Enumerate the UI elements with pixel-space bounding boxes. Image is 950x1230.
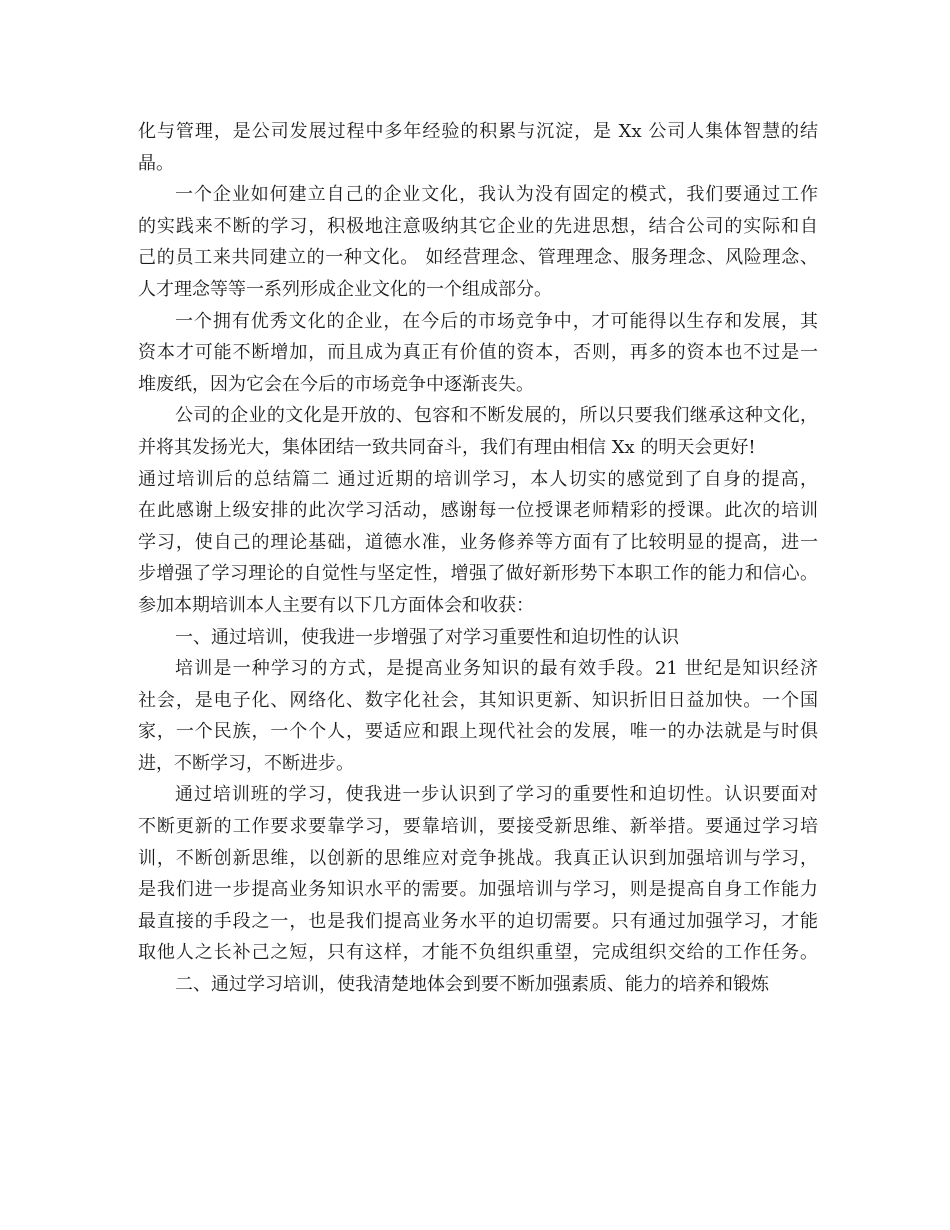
text-line: 培训是一种学习的方式，是提高业务知识的最有效手段。21 世纪是知识经济 <box>175 658 818 680</box>
text-line: 参加本期培训本人主要有以下几方面体会和收获： <box>138 594 534 616</box>
text-line: 己的员工来共同建立的一种文化。 如经营理念、管理理念、服务理念、风险理念、 <box>138 247 818 269</box>
text-line: 公司的企业的文化是开放的、包容和不断发展的，所以只要我们继承这种文化， <box>175 405 818 427</box>
text-line: 在此感谢上级安排的此次学习活动，感谢每一位授课老师精彩的授课。此次的培训 <box>138 500 818 522</box>
text-line: 的实践来不断的学习，积极地注意吸纳其它企业的先进思想，结合公司的实际和自 <box>138 215 818 237</box>
text-line: 资本才可能不断增加，而且成为真正有价值的资本，否则，再多的资本也不过是一 <box>138 342 818 364</box>
text-line: 进，不断学习，不断进步。 <box>138 752 354 774</box>
text-line: 不断更新的工作要求要靠学习，要靠培训，要接受新思维、新举措。要通过学习培 <box>138 816 818 838</box>
text-line: 一、通过培训，使我进一步增强了对学习重要性和迫切性的认识 <box>175 626 679 648</box>
text-line: 晶。 <box>138 152 174 174</box>
text-line: 人才理念等等一系列形成企业文化的一个组成部分。 <box>138 278 552 300</box>
text-line: 家，一个民族，一个个人，要适应和跟上现代社会的发展，唯一的办法就是与时俱 <box>138 721 818 743</box>
text-line: 步增强了学习理论的自觉性与坚定性，增强了做好新形势下本职工作的能力和信心。 <box>138 563 818 585</box>
text-line: 并将其发扬光大，集体团结一致共同奋斗，我们有理由相信 Xx 的明天会更好! <box>138 436 756 458</box>
text-line: 学习，使自己的理论基础，道德水准，业务修养等方面有了比较明显的提高，进一 <box>138 531 818 553</box>
text-line: 一个拥有优秀文化的企业，在今后的市场竞争中，才可能得以生存和发展，其 <box>175 310 818 332</box>
document-body <box>138 116 818 1001</box>
text-line: 通过培训后的总结篇二 通过近期的培训学习，本人切实的感觉到了自身的提高， <box>138 468 818 490</box>
text-line: 二、通过学习培训，使我清楚地体会到要不断加强素质、能力的培养和锻炼 <box>175 974 769 996</box>
text-line: 通过培训班的学习，使我进一步认识到了学习的重要性和迫切性。认识要面对 <box>175 784 818 806</box>
text-line: 是我们进一步提高业务知识水平的需要。加强培训与学习，则是提高自身工作能力 <box>138 879 818 901</box>
text-line: 社会，是电子化、网络化、数字化社会，其知识更新、知识折旧日益加快。一个国 <box>138 689 818 711</box>
text-line: 训，不断创新思维，以创新的思维应对竞争挑战。我真正认识到加强培训与学习， <box>138 847 818 869</box>
text-line: 一个企业如何建立自己的企业文化，我认为没有固定的模式，我们要通过工作 <box>175 184 818 206</box>
text-line: 堆废纸，因为它会在今后的市场竞争中逐渐丧失。 <box>138 373 534 395</box>
text-line: 最直接的手段之一，也是我们提高业务水平的迫切需要。只有通过加强学习，才能 <box>138 910 818 932</box>
text-line: 取他人之长补己之短，只有这样，才能不负组织重望，完成组织交给的工作任务。 <box>138 942 818 964</box>
text-line: 化与管理，是公司发展过程中多年经验的积累与沉淀，是 Xx 公司人集体智慧的结 <box>138 121 818 142</box>
